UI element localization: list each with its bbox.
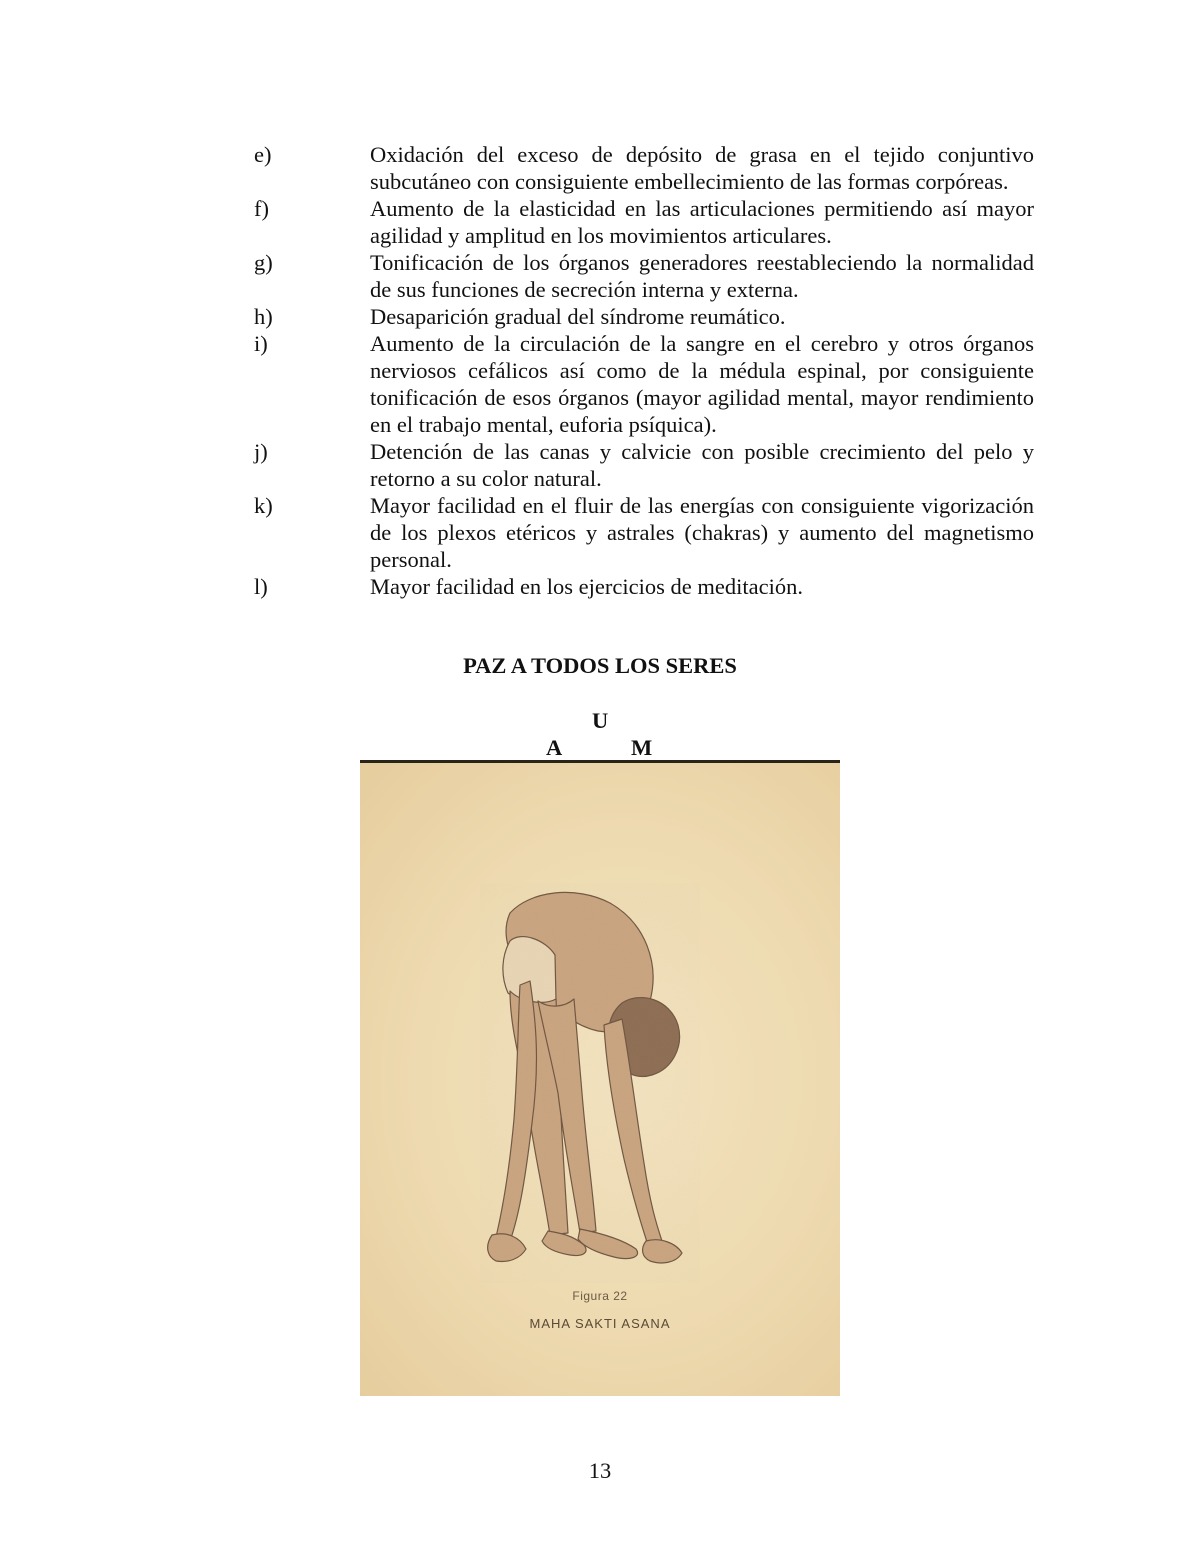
list-marker: e)	[254, 142, 272, 167]
figure-number: Figura 22	[572, 1289, 628, 1303]
list-marker: l)	[254, 574, 268, 599]
list-item-text: Detención de las canas y calvicie con posible crecimiento del pelo y retorno a su color natural.	[370, 439, 1034, 491]
list-item	[254, 249, 1034, 303]
closing-heading: PAZ A TODOS LOS SERES	[463, 653, 737, 678]
list-item	[254, 573, 1034, 600]
list-marker: i)	[254, 331, 268, 356]
list-item	[254, 303, 1034, 330]
list-item-text: Aumento de la circulación de la sangre en el cerebro y otros órganos nerviosos cefálicos así como de la médula espinal, por consiguiente tonificación de esos órganos (mayor agilidad mental, mayor rendimiento en el trabajo mental, euforia psíquica).	[370, 331, 1034, 437]
page-number: 13	[588, 1458, 612, 1483]
list-item	[254, 141, 1034, 195]
list-item	[254, 438, 1034, 492]
list-marker: h)	[254, 304, 273, 329]
list-marker: j)	[254, 439, 268, 464]
aum-letter-a: A	[546, 735, 563, 760]
aum-letter-u: U	[592, 708, 609, 733]
list-item-text: Mayor facilidad en los ejercicios de meditación.	[370, 574, 803, 599]
list-item	[254, 492, 1034, 573]
list-item-text: Aumento de la elasticidad en las articulaciones permitiendo así mayor agilidad y amplitud en los movimientos articulares.	[370, 196, 1034, 248]
list-item-text: Tonificación de los órganos generadores reestableciendo la normalidad de sus funciones de secreción interna y externa.	[370, 250, 1034, 302]
list-marker: k)	[254, 493, 273, 518]
list-item-text: Desaparición gradual del síndrome reumático.	[370, 304, 786, 329]
figure-title: MAHA SAKTI ASANA	[529, 1316, 671, 1331]
list-item-text: Mayor facilidad en el fluir de las energías con consiguiente vigorización de los plexos etéricos y astrales (chakras) y aumento del magnetismo personal.	[370, 493, 1034, 572]
list-marker: f)	[254, 196, 269, 221]
list-item-text: Oxidación del exceso de depósito de grasa en el tejido conjuntivo subcutáneo con consiguiente embellecimiento de las formas corpóreas.	[370, 142, 1034, 194]
benefits-list	[254, 141, 1034, 600]
aum-letter-m: M	[631, 735, 653, 760]
list-item	[254, 195, 1034, 249]
list-item	[254, 330, 1034, 438]
list-marker: g)	[254, 250, 273, 275]
asana-illustration	[360, 760, 840, 1396]
